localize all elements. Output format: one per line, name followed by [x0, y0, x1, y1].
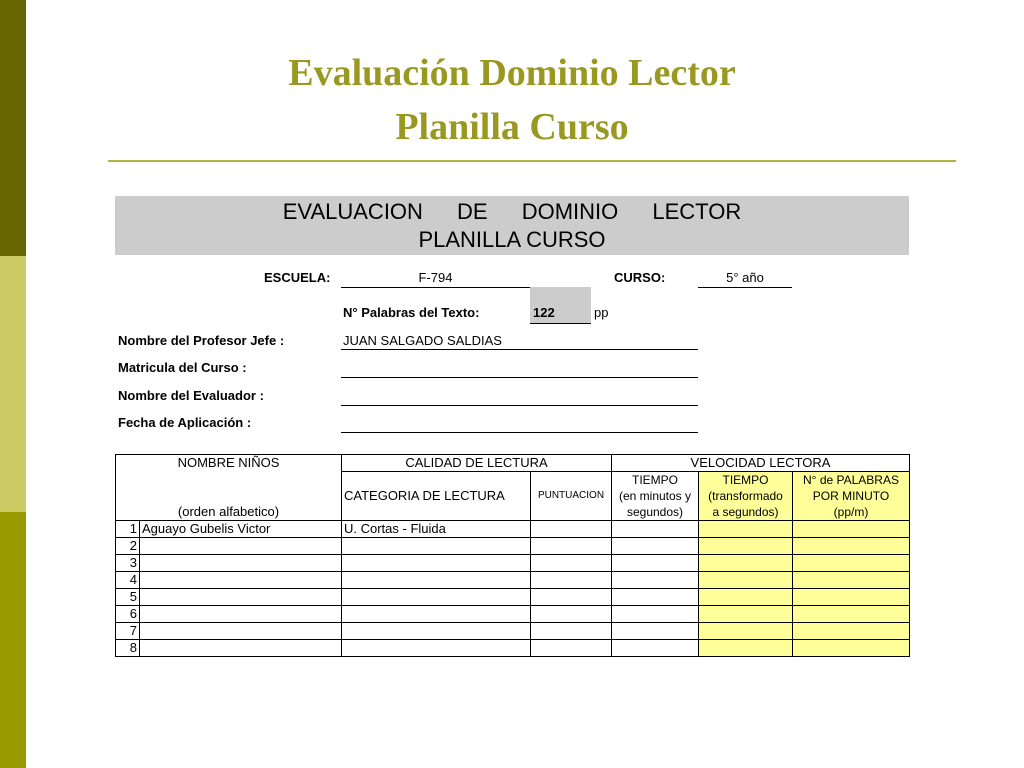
evaluador-field[interactable]: [341, 405, 698, 406]
palabras-minuto-cell[interactable]: [793, 555, 910, 572]
curso-value[interactable]: 5° año: [726, 270, 764, 285]
categoria-cell[interactable]: [342, 623, 531, 640]
header-tiempo-3: segundos): [612, 504, 699, 521]
tiempo-seg-cell[interactable]: [699, 572, 793, 589]
row-number: 1: [116, 521, 140, 538]
student-name-cell[interactable]: [140, 623, 342, 640]
tiempo-cell[interactable]: [612, 555, 699, 572]
evaluador-label: Nombre del Evaluador :: [118, 388, 264, 403]
tiempo-seg-cell[interactable]: [699, 555, 793, 572]
palabras-minuto-cell[interactable]: [793, 538, 910, 555]
table-row: [116, 589, 910, 606]
row-number: 8: [116, 640, 140, 657]
profesor-label: Nombre del Profesor Jefe :: [118, 333, 285, 348]
tiempo-cell[interactable]: [612, 640, 699, 657]
profesor-underline: [341, 349, 698, 350]
row-number: 7: [116, 623, 140, 640]
student-name-cell[interactable]: [140, 589, 342, 606]
tiempo-cell[interactable]: [612, 521, 699, 538]
header-tiempo-1: TIEMPO: [612, 472, 699, 489]
header-nombre-sub: (orden alfabetico): [116, 504, 342, 521]
categoria-cell[interactable]: [342, 572, 531, 589]
palabras-minuto-cell[interactable]: [793, 606, 910, 623]
tiempo-cell[interactable]: [612, 589, 699, 606]
puntuacion-cell[interactable]: [531, 572, 612, 589]
table-row: [116, 572, 910, 589]
table-row: [116, 606, 910, 623]
table-row: [116, 555, 910, 572]
table-row: [116, 623, 910, 640]
categoria-cell[interactable]: [342, 589, 531, 606]
fecha-field[interactable]: [341, 432, 698, 433]
escuela-label: ESCUELA:: [264, 270, 331, 285]
puntuacion-cell[interactable]: [531, 589, 612, 606]
header-puntuacion: PUNTUACION: [531, 472, 612, 521]
table-row: [116, 521, 910, 538]
categoria-cell[interactable]: [342, 555, 531, 572]
row-number: 3: [116, 555, 140, 572]
header-tiempo-seg-2: (transformado: [699, 488, 793, 504]
table-row: [116, 640, 910, 657]
row-number: 4: [116, 572, 140, 589]
curso-label: CURSO:: [614, 270, 666, 285]
students-table: [115, 454, 910, 657]
puntuacion-cell[interactable]: [531, 640, 612, 657]
tiempo-cell[interactable]: [612, 572, 699, 589]
student-name-cell[interactable]: [140, 572, 342, 589]
tiempo-seg-cell[interactable]: [699, 521, 793, 538]
table-row: [116, 538, 910, 555]
puntuacion-cell[interactable]: [531, 623, 612, 640]
header-nombre: NOMBRE NIÑOS: [116, 455, 342, 489]
palabras-minuto-cell[interactable]: [793, 623, 910, 640]
sheet-banner: [115, 196, 909, 255]
matricula-field[interactable]: [341, 377, 698, 378]
header-tiempo-2: (en minutos y: [612, 488, 699, 504]
header-palabras-1: N° de PALABRAS: [793, 472, 910, 489]
student-name-cell[interactable]: Aguayo Gubelis Victor: [140, 521, 342, 538]
slide-title: Evaluación Dominio Lector: [288, 52, 736, 94]
tiempo-seg-cell[interactable]: [699, 606, 793, 623]
header-palabras-2: POR MINUTO: [793, 488, 910, 504]
tiempo-cell[interactable]: [612, 623, 699, 640]
tiempo-cell[interactable]: [612, 538, 699, 555]
puntuacion-cell[interactable]: [531, 538, 612, 555]
categoria-cell[interactable]: [342, 640, 531, 657]
palabras-unit: pp: [594, 305, 609, 320]
student-name-cell[interactable]: [140, 555, 342, 572]
palabras-value[interactable]: 122: [533, 305, 555, 320]
side-stripe-bottom: [0, 512, 26, 768]
puntuacion-cell[interactable]: [531, 521, 612, 538]
banner-line-2: PLANILLA CURSO: [418, 227, 606, 252]
puntuacion-cell[interactable]: [531, 555, 612, 572]
palabras-label: N° Palabras del Texto:: [343, 305, 480, 320]
header-calidad: CALIDAD DE LECTURA: [342, 455, 612, 472]
header-tiempo-seg-3: a segundos): [699, 504, 793, 521]
header-nombre-spacer: [116, 488, 342, 504]
row-number: 2: [116, 538, 140, 555]
banner-line-1: EVALUACION DE DOMINIO LECTOR: [282, 199, 742, 224]
student-name-cell[interactable]: [140, 640, 342, 657]
categoria-cell[interactable]: [342, 538, 531, 555]
escuela-underline: [341, 287, 530, 288]
header-tiempo-seg-1: TIEMPO: [699, 472, 793, 489]
categoria-cell[interactable]: [342, 606, 531, 623]
fecha-label: Fecha de Aplicación :: [118, 415, 252, 430]
matricula-label: Matricula del Curso :: [118, 360, 247, 375]
student-name-cell[interactable]: [140, 538, 342, 555]
profesor-value[interactable]: JUAN SALGADO SALDIAS: [343, 333, 502, 348]
header-velocidad: VELOCIDAD LECTORA: [612, 455, 910, 472]
escuela-value[interactable]: F-794: [418, 270, 453, 285]
student-name-cell[interactable]: [140, 606, 342, 623]
tiempo-seg-cell[interactable]: [699, 589, 793, 606]
slide-subtitle: Planilla Curso: [395, 106, 629, 148]
header-categoria: CATEGORIA DE LECTURA: [342, 472, 531, 521]
categoria-cell[interactable]: U. Cortas - Fluida: [342, 521, 531, 538]
tiempo-seg-cell[interactable]: [699, 623, 793, 640]
tiempo-cell[interactable]: [612, 606, 699, 623]
curso-underline: [698, 287, 792, 288]
title-divider: [108, 160, 956, 162]
palabras-minuto-cell[interactable]: [793, 589, 910, 606]
table-body: [116, 521, 910, 657]
header-palabras-3: (pp/m): [793, 504, 910, 521]
side-stripe-middle: [0, 256, 26, 512]
row-number: 6: [116, 606, 140, 623]
palabras-minuto-cell[interactable]: [793, 572, 910, 589]
tiempo-seg-cell[interactable]: [699, 538, 793, 555]
puntuacion-cell[interactable]: [531, 606, 612, 623]
palabras-minuto-cell[interactable]: [793, 640, 910, 657]
palabras-minuto-cell[interactable]: [793, 521, 910, 538]
row-number: 5: [116, 589, 140, 606]
tiempo-seg-cell[interactable]: [699, 640, 793, 657]
